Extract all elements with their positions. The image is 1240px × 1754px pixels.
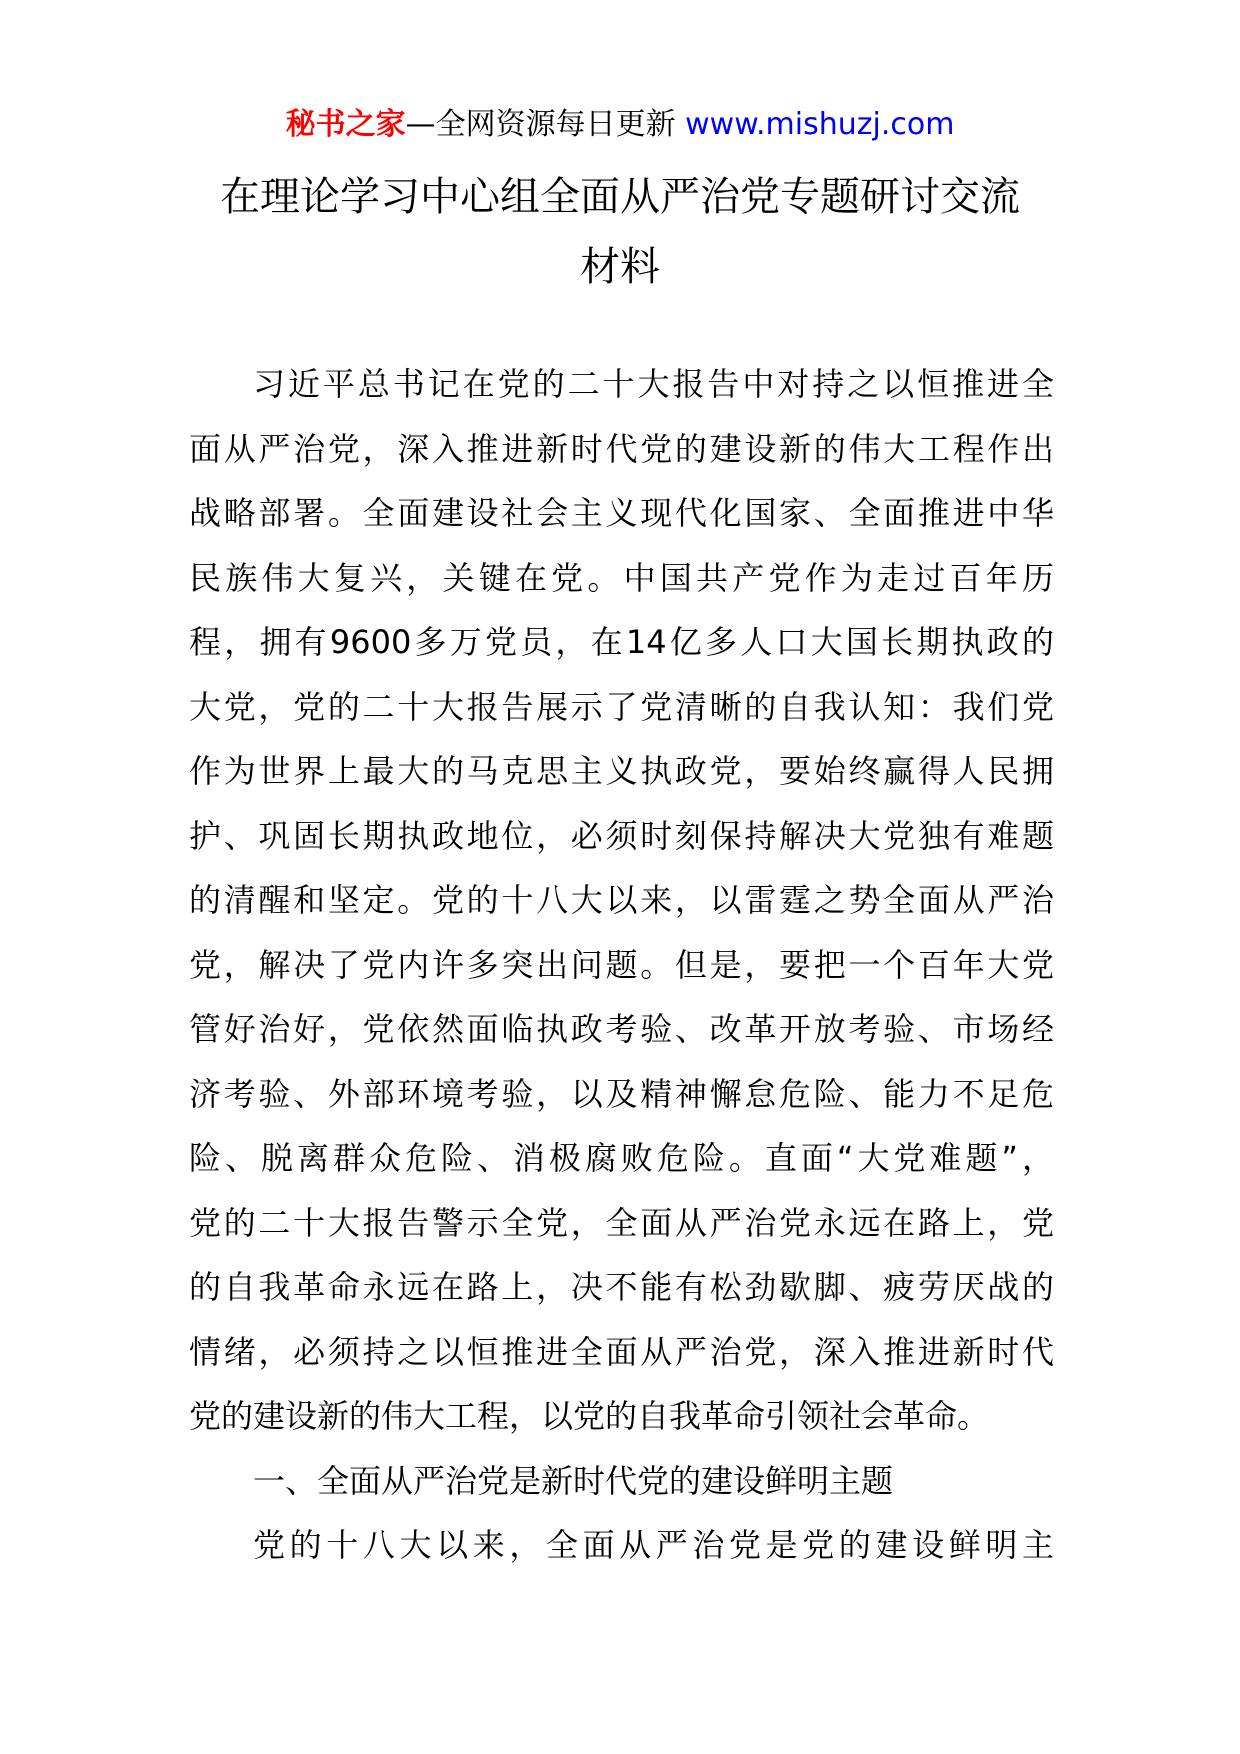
title-line-1: 在理论学习中心组全面从严治党专题研讨交流 (220, 174, 1020, 220)
title-line-2: 材料 (580, 244, 660, 290)
body-line: 党的建设新的伟大工程，以党的自我革命引领社会革命。 (189, 1397, 990, 1435)
body-line: 程，拥有9600多万党员，在14亿多人口大国长期执政的 (189, 623, 1054, 661)
body-line: 民族伟大复兴，关键在党。中国共产党作为走过百年历 (189, 558, 1054, 597)
body-line: 管好治好，党依然面临执政考验、改革开放考验、市场经 (189, 1010, 1054, 1048)
document-title (180, 162, 1060, 302)
body-line: 党，解决了党内许多突出问题。但是，要把一个百年大党 (189, 945, 1054, 984)
header-tagline: —全网资源每日更新 (405, 107, 686, 142)
site-url-link[interactable]: www.mishuzj.com (685, 107, 955, 142)
body-line: 面从严治党，深入推进新时代党的建设新的伟大工程作出 (189, 429, 1054, 468)
body-line: 护、巩固长期执政地位，必须时刻保持解决大党独有难题 (189, 816, 1054, 855)
site-header (0, 100, 1240, 150)
body-line: 险、脱离群众危险、消极腐败危险。直面“大党难题”， (189, 1139, 1054, 1177)
body-line: 战略部署。全面建设社会主义现代化国家、全面推进中华 (189, 494, 1054, 532)
body-line: 的清醒和坚定。党的十八大以来，以雷霆之势全面从严治 (189, 881, 1054, 919)
section-heading: 一、全面从严治党是新时代党的建设鲜明主题 (253, 1461, 894, 1500)
body-line: 作为世界上最大的马克思主义执政党，要始终赢得人民拥 (189, 752, 1054, 790)
body-line: 济考验、外部环境考验，以及精神懈怠危险、能力不足危 (189, 1074, 1054, 1113)
body-line: 党的十八大以来，全面从严治党是党的建设鲜明主 (253, 1526, 1054, 1564)
document-body (189, 352, 1054, 1578)
brand-name: 秘书之家 (285, 107, 406, 142)
body-line: 情绪，必须持之以恒推进全面从严治党，深入推进新时代 (189, 1332, 1054, 1371)
body-line: 习近平总书记在党的二十大报告中对持之以恒推进全 (253, 365, 1054, 403)
body-line: 的自我革命永远在路上，决不能有松劲歇脚、疲劳厌战的 (189, 1268, 1054, 1306)
body-line: 党的二十大报告警示全党，全面从严治党永远在路上，党 (189, 1203, 1054, 1242)
body-line: 大党，党的二十大报告展示了党清晰的自我认知：我们党 (189, 687, 1054, 726)
